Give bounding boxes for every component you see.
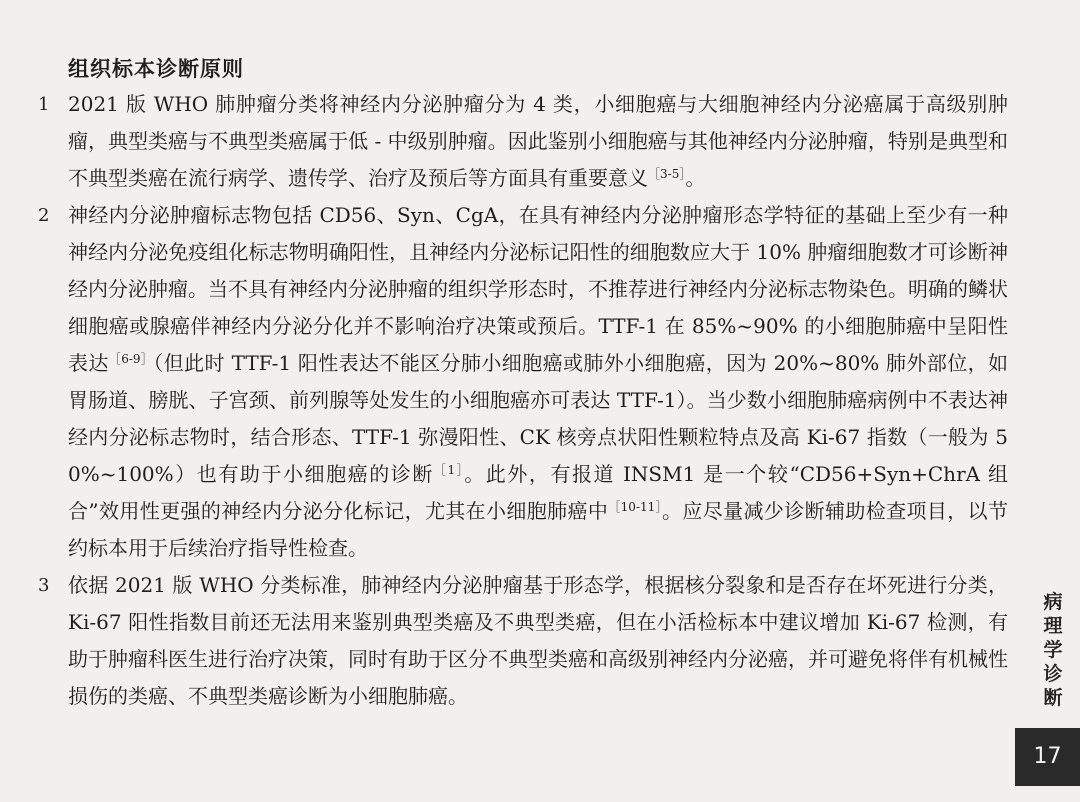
page-number: 17: [1033, 744, 1062, 769]
side-label-char: 诊: [1043, 663, 1063, 685]
principle-item-2: [38, 197, 1008, 567]
text-run: 。此外，有报道 INSM1 是一个较“CD56+Syn+ChrA 组合”效用性更强的神经内分泌分化标记，尤其在小细胞肺癌中: [68, 462, 1008, 523]
side-label-char: 断: [1043, 687, 1063, 709]
citation-ref: ［3-5］: [648, 167, 686, 181]
text-run: 。: [685, 166, 706, 190]
text-run: 依据 2021 版 WHO 分类标准，肺神经内分泌肿瘤基于形态学，根据核分裂象和是否存在坏死进行分类，Ki-67 阳性指数目前还无法用来鉴别典型类癌及不典型类癌，但在小活检标本中建议增加 Ki-67 检测，有助于肿瘤科医生进行治疗决策，同时有助于区分不典型类癌和高级别神经内分泌癌，并可避免将伴有机械性损伤的类癌、不典型类癌诊断为小细胞肺癌。: [68, 573, 1008, 708]
text-run: （但此时 TTF-1 阳性表达不能区分肺小细胞癌或肺外小细胞癌，因为 20%~80% 肺外部位，如胃肠道、膀胱、子宫颈、前列腺等处发生的小细胞癌亦可表达 TTF-1）。当少数小细胞肺癌病例中不表达神经内分泌标志物时，结合形态、TTF-1 弥漫阳性、CK 核旁点状阳性颗粒特点及高 Ki-67 指数（一般为 50%~100%）也有助于小细胞癌的诊断: [68, 351, 1009, 486]
text-run: 神经内分泌肿瘤标志物包括 CD56、Syn、CgA，在具有神经内分泌肿瘤形态学特征的基础上至少有一种神经内分泌免疫组化标志物明确阳性，且神经内分泌标记阳性的细胞数应大于 10% 肿瘤细胞数才可诊断神经内分泌肿瘤。当不具有神经内分泌肿瘤的组织学形态时，不推荐进行神经内分泌标志物染色。明确的鳞状细胞癌或腺癌伴神经内分泌分化并不影响治疗决策或预后。TTF-1 在 85%~90% 的小细胞肺癌中呈阳性表达: [68, 203, 1008, 375]
page-number-box: [1015, 728, 1080, 786]
section-heading: 组织标本诊断原则: [68, 57, 244, 81]
chapter-side-label: [1042, 590, 1064, 710]
item-number: 2: [38, 205, 50, 226]
item-number: 3: [38, 575, 50, 596]
citation-ref: ［10-11］: [608, 500, 663, 514]
text-run: 。应尽量减少诊断辅助检查项目，以节约标本用于后续治疗指导性检查。: [68, 499, 1008, 560]
item-text: [68, 86, 1008, 197]
text-run: 2021 版 WHO 肺肿瘤分类将神经内分泌肿瘤分为 4 类，小细胞癌与大细胞神经内分泌癌属于高级别肿瘤，典型类癌与不典型类癌属于低 - 中级别肿瘤。因此鉴别小细胞癌与其他神经内分泌肿瘤，特别是典型和不典型类癌在流行病学、遗传学、治疗及预后等方面具有重要意义: [68, 92, 1008, 190]
citation-ref: ［1］: [433, 463, 465, 477]
principles-list: [38, 86, 1008, 715]
item-text: [68, 567, 1008, 715]
side-label-char: 学: [1043, 639, 1063, 661]
item-number: 1: [38, 94, 50, 115]
principle-item-3: [38, 567, 1008, 715]
side-label-char: 病: [1043, 591, 1063, 613]
principle-item-1: [38, 86, 1008, 197]
citation-ref: ［6-9］: [108, 352, 154, 366]
item-text: [68, 197, 1008, 567]
side-label-char: 理: [1043, 615, 1063, 637]
